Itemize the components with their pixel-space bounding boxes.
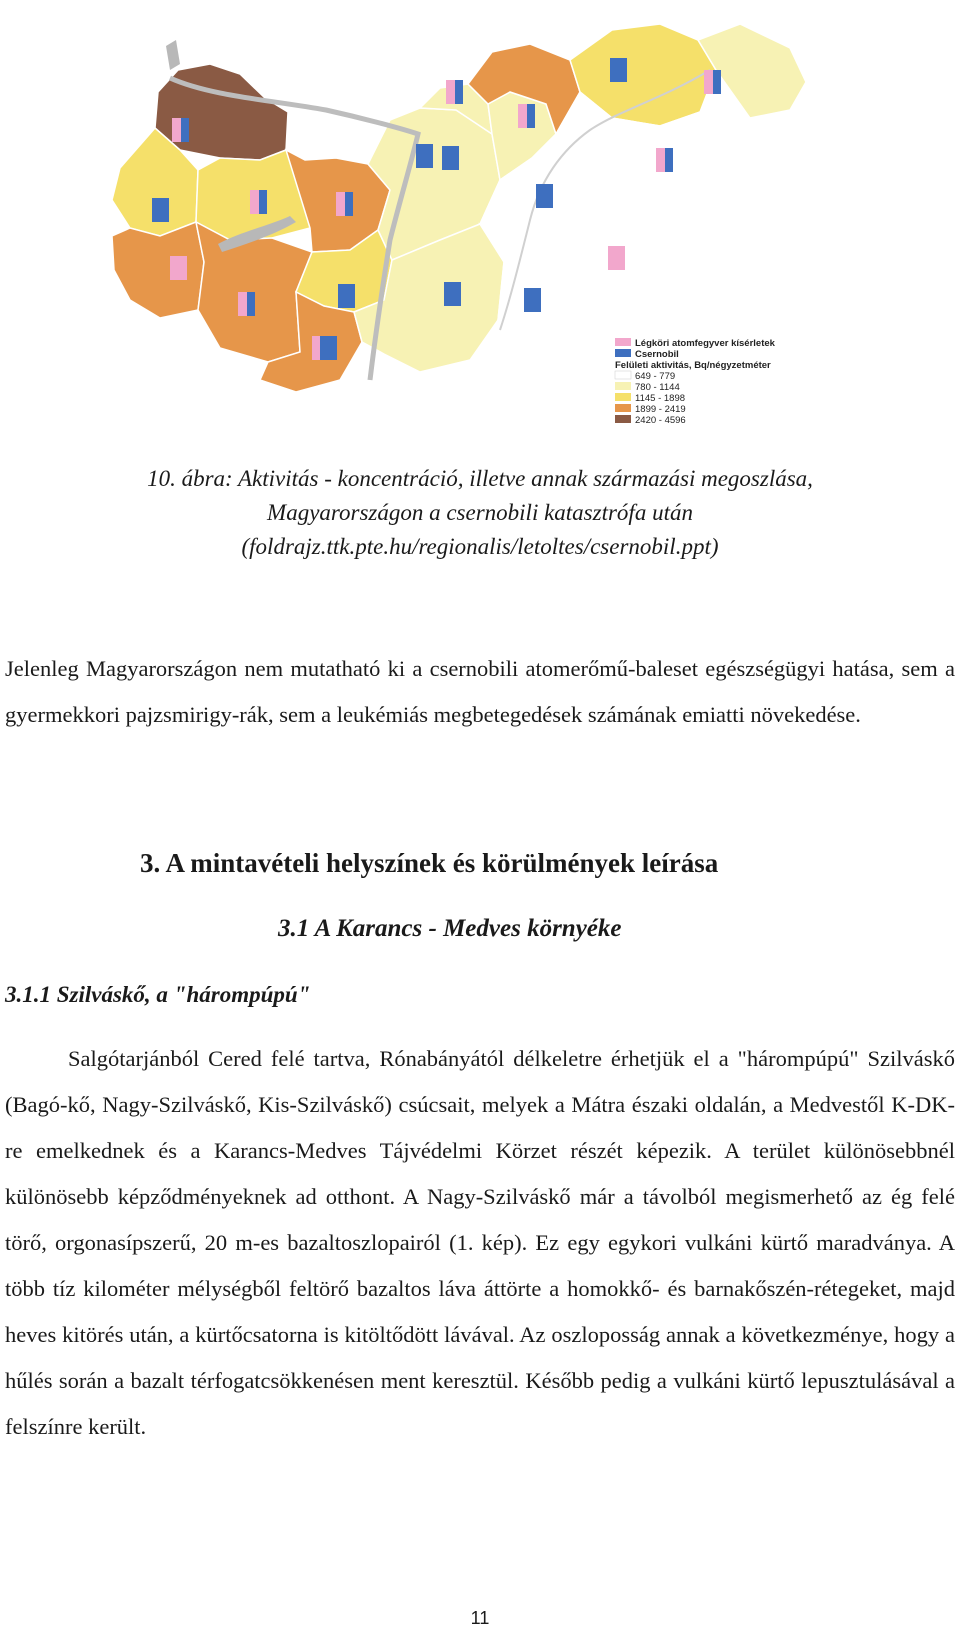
- legend-swatch-chernobyl: [615, 349, 631, 357]
- figure-caption-line-2: Magyarországon a csernobili katasztrófa után: [267, 500, 693, 525]
- lake-ferto: [166, 40, 180, 70]
- figure-caption-line-3: (foldrajz.ttk.pte.hu/regionalis/letoltes/csernobil.ppt): [241, 534, 719, 559]
- intro-paragraph: Jelenleg Magyarországon nem mutatható ki a csernobili atomerőmű-baleset egészségügyi hatása, sem a gyermekkori pajzsmirigy-rák, sem a leukémiás megbetegedések számának emiatti növekedése.: [5, 656, 955, 727]
- legend-label-tests: Légköri atomfegyver kísérletek: [635, 338, 775, 349]
- legend-scale-title: Felületi aktivitás, Bq/négyzetméter: [615, 360, 771, 371]
- legend-swatch-tests: [615, 338, 631, 346]
- figure-caption-line-1: 10. ábra: Aktivitás - koncentráció, illetve annak származási megoszlása,: [147, 466, 813, 491]
- map-legend: [615, 338, 776, 426]
- legend-class-5: 2420 - 4596: [635, 415, 686, 426]
- legend-swatch-class-3: [615, 393, 631, 401]
- legend-class-3: 1145 - 1898: [635, 393, 686, 404]
- page-number: 11: [470, 1608, 490, 1628]
- legend-class-2: 780 - 1144: [635, 382, 680, 393]
- map-svg: [100, 0, 860, 450]
- legend-swatch-class-1: [615, 371, 631, 379]
- chapter-heading: 3. A mintavételi helyszínek és körülmények leírása: [140, 848, 719, 878]
- legend-label-chernobyl: Csernobil: [635, 349, 679, 360]
- legend-swatch-class-4: [615, 404, 631, 412]
- body-paragraph: Salgótarjánból Cered felé tartva, Rónabányától délkeletre érhetjük el a "hárompúpú" Szilváskő (Bagó-kő, Nagy-Szilváskő, Kis-Szilváskő) csúcsait, melyek a Mátra északi oldalán, a Medvestől K-DK-re emelkednek és a Karancs-Medves Tájvédelmi Körzet részét képezik. A terület különösebbnél különösebb képződményeknek ad otthont. A Nagy-Szilváskő már a távolból megismerhető az ég felé törő, orgonasípszerű, 20 m-es bazaltoszlopairól (1. kép). Ez egy egykori vulkáni kürtő maradványa. A több tíz kilométer mélységből feltörő bazaltos láva áttörte a homokkő- és barnakőszén-rétegeket, majd heves kitörés után, a kürtőcsatorna is kitöltődött lávával. Az oszloposság annak a következménye, hogy a hűlés során a bazalt térfogatcsökkenésen ment keresztül. Később pedig a vulkáni kürtő lepusztulásával a felszínre került.: [5, 1046, 955, 1439]
- map-regions: [112, 24, 806, 392]
- section-heading: 3.1 A Karancs - Medves környéke: [278, 915, 622, 942]
- region-zala: [112, 222, 204, 318]
- legend-class-4: 1899 - 2419: [635, 404, 686, 415]
- legend-swatch-class-5: [615, 415, 631, 423]
- region-bekes: [626, 196, 750, 316]
- legend-class-1: 649 - 779: [635, 371, 676, 382]
- subsection-heading: 3.1.1 Szilváskő, a "hárompúpú": [5, 982, 311, 1007]
- legend-swatch-class-2: [615, 382, 631, 390]
- hungary-activity-map: [100, 0, 860, 450]
